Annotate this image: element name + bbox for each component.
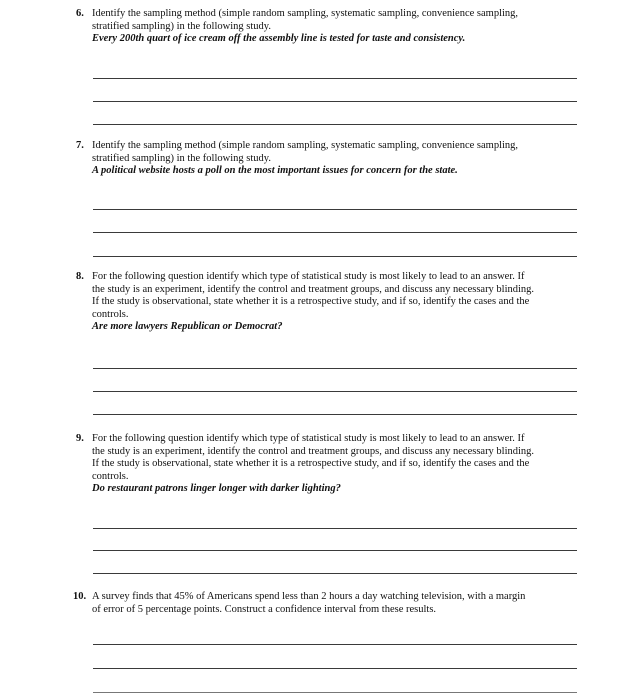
question-text <box>92 271 586 334</box>
question-line: of error of 5 percentage points. Construct a confidence interval from these results. <box>92 603 437 615</box>
question-number: 10. <box>73 591 87 602</box>
question-line: If the study is observational, state whether it is a retrospective study, and if so, identify the cases and the <box>92 296 530 307</box>
answer-line[interactable] <box>93 573 577 574</box>
question-line: A survey finds that 45% of Americans spend less than 2 hours a day watching television, with a margin <box>92 591 526 602</box>
question-line: stratified sampling) in the following study. <box>92 20 271 32</box>
answer-line[interactable] <box>93 124 577 125</box>
answer-line[interactable] <box>93 644 577 645</box>
question-7 <box>76 140 586 178</box>
question-text <box>92 140 586 178</box>
study-description: Are more lawyers Republican or Democrat? <box>92 321 283 332</box>
answer-line[interactable] <box>93 256 577 257</box>
question-text <box>92 433 586 496</box>
question-number: 9. <box>76 433 84 444</box>
answer-line[interactable] <box>93 78 577 79</box>
study-description: Do restaurant patrons linger longer with darker lighting? <box>92 483 341 494</box>
answer-line[interactable] <box>93 391 577 392</box>
answer-line[interactable] <box>93 368 577 369</box>
question-8 <box>76 271 586 334</box>
question-9 <box>76 433 586 496</box>
study-description: A political website hosts a poll on the most important issues for concern for the state. <box>92 165 458 176</box>
answer-line[interactable] <box>93 232 577 233</box>
answer-line[interactable] <box>93 692 577 693</box>
answer-line[interactable] <box>93 414 577 415</box>
answer-line[interactable] <box>93 209 577 210</box>
question-10 <box>73 591 586 616</box>
question-line: controls. <box>92 470 129 482</box>
question-line: For the following question identify which type of statistical study is most likely to lead to an answer. If <box>92 271 525 282</box>
question-number: 7. <box>76 140 84 151</box>
answer-line[interactable] <box>93 550 577 551</box>
question-line: Identify the sampling method (simple random sampling, systematic sampling, convenience sampling, <box>92 140 519 151</box>
answer-line[interactable] <box>93 668 577 669</box>
question-line: controls. <box>92 308 129 320</box>
question-number: 6. <box>76 8 84 19</box>
answer-line[interactable] <box>93 101 577 102</box>
question-line: the study is an experiment, identify the control and treatment groups, and discuss any necessary blinding. <box>92 445 535 457</box>
question-line: For the following question identify which type of statistical study is most likely to lead to an answer. If <box>92 433 525 444</box>
answer-line[interactable] <box>93 528 577 529</box>
question-line: stratified sampling) in the following study. <box>92 152 271 164</box>
question-line: the study is an experiment, identify the control and treatment groups, and discuss any necessary blinding. <box>92 283 535 295</box>
question-text <box>92 591 586 616</box>
question-number: 8. <box>76 271 84 282</box>
question-text <box>92 8 586 46</box>
question-6 <box>76 8 586 46</box>
study-description: Every 200th quart of ice cream off the assembly line is tested for taste and consistency. <box>92 33 466 44</box>
question-line: Identify the sampling method (simple random sampling, systematic sampling, convenience sampling, <box>92 8 519 19</box>
question-line: If the study is observational, state whether it is a retrospective study, and if so, identify the cases and the <box>92 458 530 469</box>
